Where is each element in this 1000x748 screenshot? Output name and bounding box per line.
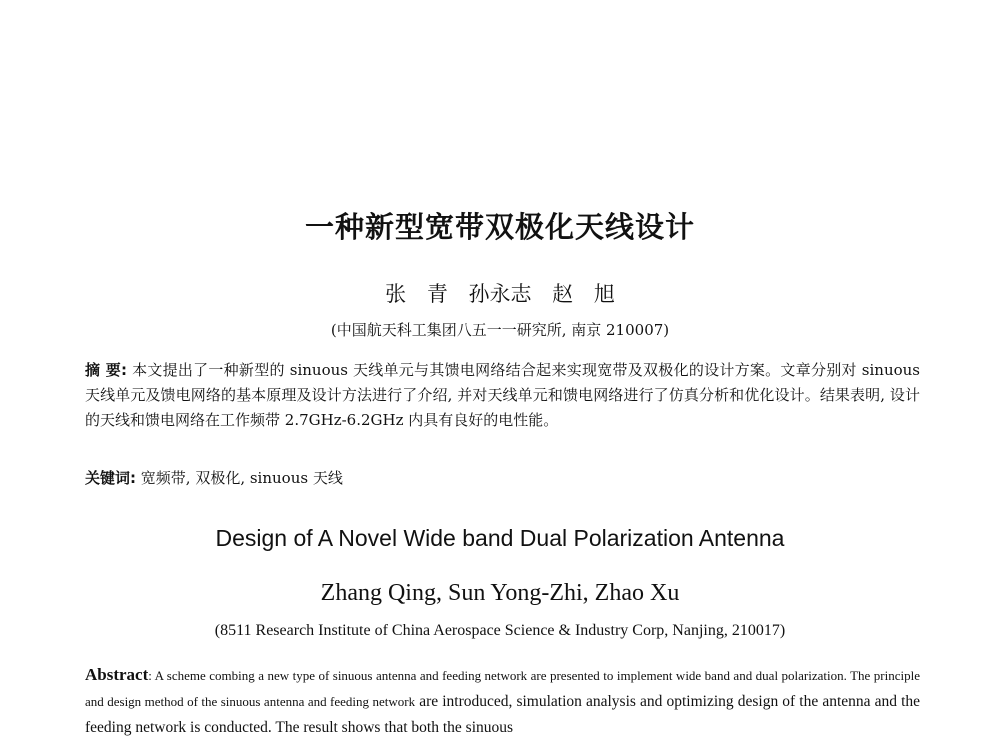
- english-abstract-label: Abstract: [85, 665, 149, 684]
- chinese-abstract-text: 本文提出了一种新型的 sinuous 天线单元与其馈电网络结合起来实现宽带及双极化的设计方案。文章分别对 sinuous 天线单元及馈电网络的基本原理及设计方法进行了介绍, 并对天线单元和馈电网络进行了仿真分析和优化设计。结果表明, 设计的天线和馈电网络在工作频带 2.7GHz-6.2GHz 内具有良好的电性能。: [85, 361, 920, 429]
- chinese-affiliation: (中国航天科工集团八五一一研究所, 南京 210007): [330, 321, 670, 339]
- chinese-abstract: [85, 358, 920, 433]
- english-title: Design of A Novel Wide band Dual Polarization Antenna: [215, 525, 785, 551]
- english-abstract: [85, 662, 920, 741]
- english-abstract-text-small: : A scheme combing a new type of sinuous antenna and feeding network are presented to implement wide band and dual polarization. The principle and design method of the sinuous antenna and feeding network: [85, 668, 920, 709]
- chinese-keywords: [85, 466, 920, 490]
- chinese-title: 一种新型宽带双极化天线设计: [304, 210, 695, 244]
- english-affiliation: (8511 Research Institute of China Aerospace Science & Industry Corp, Nanjing, 210017): [214, 622, 786, 639]
- english-authors: Zhang Qing, Sun Yong-Zhi, Zhao Xu: [320, 580, 680, 606]
- english-abstract-text: are introduced, simulation analysis and optimizing design of the antenna and the feeding network is conducted. The result shows that both the sinuous: [85, 693, 921, 736]
- chinese-keywords-text: 宽频带, 双极化, sinuous 天线: [140, 469, 343, 487]
- chinese-abstract-label: 摘 要:: [85, 361, 128, 379]
- chinese-authors: 张 青 孙永志 赵 旭: [385, 282, 615, 306]
- chinese-keywords-label: 关键词:: [85, 469, 136, 487]
